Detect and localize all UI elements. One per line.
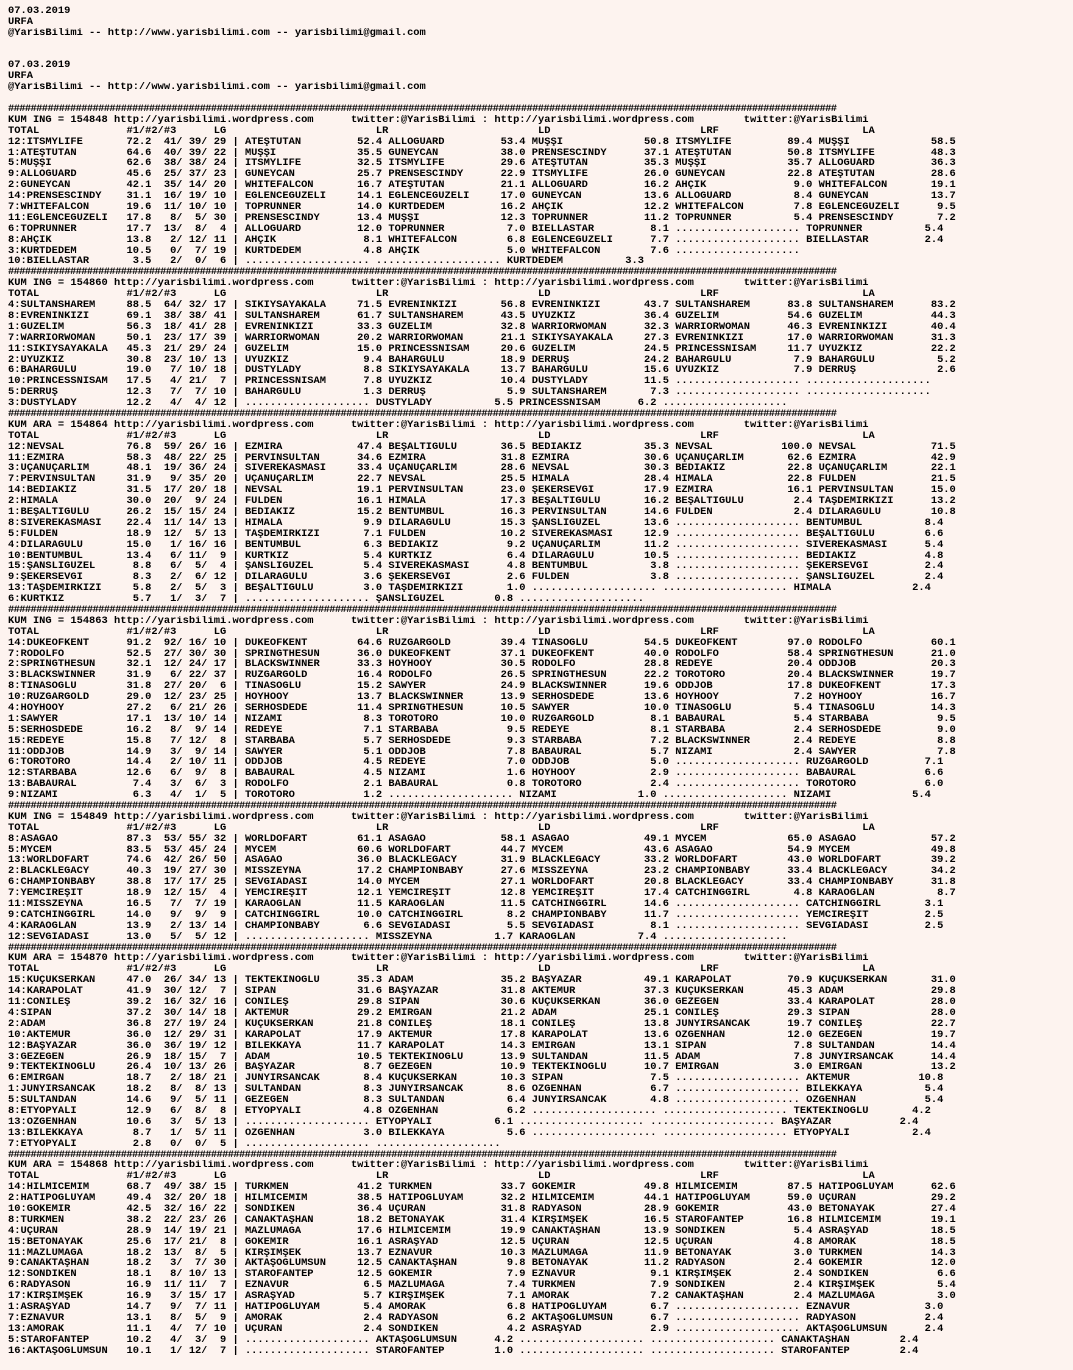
horse-row: 12:SEVGİADASI 13.0 5/ 5/ 12 | .................... MISSZEYNA 1.7 KARAOGLAN 7.4 .................... [8, 931, 788, 943]
horse-row: 7:PERVİNSULTAN 31.9 9/ 35/ 20 | UÇANUÇARLIM 22.7 NEVSAL 25.5 HİMALA 28.4 HİMALA 22.8 FULDEN 21.5 [8, 474, 956, 486]
column-header: TOTAL #1/#2/#3 LG LR LD LRF LA [8, 289, 875, 301]
horse-row: 10:PRINCESSNISAM 17.5 4/ 21/ 7 | PRINCESSNISAM 7.8 UYUZKIZ 10.4 DUSTYLADY 11.5 .................... .................... [8, 376, 931, 388]
blank-line [8, 39, 1073, 50]
horse-row: 6:EMİRGAN 18.7 2/ 18/ 21 | JUNYIRSANCAK 8.4 KUÇUKSERKAN 10.3 SIPAN 7.5 .................... AKTEMUR 10.8 [8, 1073, 944, 1085]
horse-row: 2:HATİPOĞLUYAM 49.4 32/ 20/ 18 | HİLMİCEMİM 38.5 HATİPOĞLUYAM 32.2 HİLMİCEMİM 44.1 HATİPOĞLUYAM 59.0 UÇURAN 29.2 [8, 1193, 956, 1204]
race-header: KUM ING = 154848 http://yarisbilimi.wordpress.com twitter:@YarisBilimi : http://yarisbilimi.wordpress.com twitter:@YarisBilimi [8, 114, 869, 126]
horse-row: 2:UYUZKIZ 30.8 23/ 10/ 13 | UYUZKIZ 9.4 BAHARGULU 18.9 DERRUŞ 24.2 BAHARGULU 7.9 BAHARGULU 5.2 [8, 354, 956, 366]
section-separator: ################################################################################################################################################### [8, 801, 837, 812]
race-header: KUM ARA = 154868 http://yarisbilimi.wordpress.com twitter:@YarisBilimi : http://yarisbilimi.wordpress.com twitter:@YarisBilimi [8, 1160, 869, 1172]
horse-row: 12:SONDİKEN 18.1 8/ 10/ 13 | STAROFANTEP 12.5 GÖKEMİR 7.9 EZNAVUR 9.1 KIRŞIMŞEK 2.4 SONDİKEN 6.6 [8, 1269, 956, 1281]
horse-row: 7:WHITEFALCON 19.6 11/ 10/ 10 | TOPRUNNER 14.0 KURTDEDEM 16.2 AHÇIK 12.2 WHITEFALCON 7.8 EGLENCEGÜZELİ 9.5 [8, 202, 956, 213]
horse-row: 8:ASAGAO 87.3 53/ 55/ 32 | WORLDOFART 61.1 ASAGAO 58.1 ASAGAO 49.1 MYCEM 65.0 ASAGAO 57.2 [8, 833, 956, 845]
horse-row: 7:EZNAVUR 13.1 8/ 5/ 9 | AMORAK 2.4 RADYASON 6.2 AKTAŞOGLUMSUN 6.7 .................... RADYASON 2.4 [8, 1312, 944, 1324]
horse-row: 6:TOPRUNNER 17.7 13/ 8/ 4 | ALLOGUARD 12.0 TOPRUNNER 7.0 BIELLASTAR 8.1 .................... TOPRUNNER 5.4 [8, 223, 944, 235]
horse-row: 9:CANAKTAŞHAN 18.2 3/ 7/ 30 | AKTAŞOGLUMSUN 12.5 CANAKTAŞHAN 9.8 BETONAYAK 11.2 RADYASON 2.4 GÖKEMİR 12.0 [8, 1258, 956, 1270]
header-info-line: URFA [8, 16, 33, 28]
horse-row: 7:WARRIORWOMAN 50.1 23/ 17/ 39 | WARRIORWOMAN 20.2 WARRIORWOMAN 21.1 SIKIYSAYAKALA 27.3 EVRENİNKIZI 17.0 WARRIORWOMAN 31.3 [8, 332, 956, 344]
horse-row: 4:SULTANSHAREM 88.5 64/ 32/ 17 | SIKIYSAYAKALA 71.5 EVRENİNKIZI 56.8 EVRENİNKIZI 43.7 SULTANSHAREM 83.8 SULTANSHAREM 83.2 [8, 300, 956, 311]
blank-line [8, 50, 1073, 61]
horse-row: 15:ŞANSLIGUZEL 8.8 6/ 5/ 4 | ŞANSLIGUZEL 5.4 SİVEREKASMASI 4.8 BENTUMBUL 3.8 .................... ŞEKERSEVGİ 2.4 [8, 561, 944, 573]
column-header: TOTAL #1/#2/#3 LG LR LD LRF LA [8, 964, 875, 976]
horse-row: 12:BAŞYAZAR 36.0 36/ 19/ 12 | BİLEKKAYA 11.7 KARAPOLAT 14.3 EMİRGAN 13.1 SIPAN 7.8 SULTANDAN 14.4 [8, 1040, 956, 1052]
horse-row: 15:REDEYE 15.8 7/ 12/ 8 | STARBABA 5.7 SERHOSDEDE 9.3 STARBABA 7.2 BLACKSWINNER 2.4 REDEYE 8.8 [8, 735, 956, 747]
horse-row: 11:SIKIYSAYAKALA 45.3 21/ 29/ 24 | GUZELİM 15.0 PRINCESSNISAM 20.6 GUZELİM 24.5 PRINCESSNISAM 11.7 UYUZKIZ 22.2 [8, 343, 956, 355]
horse-row: 8:ETYOPYALI 12.9 6/ 8/ 8 | ETYOPYALI 4.8 ÖZGENHAN 6.2 .................... .................... TEKTEKİNOĞLU 4.2 [8, 1105, 931, 1117]
horse-row: 14:HİLMİCEMİM 68.7 49/ 38/ 15 | TÜRKMEN 41.2 TÜRKMEN 33.7 GÖKEMİR 49.8 HİLMİCEMİM 87.5 HATİPOĞLUYAM 62.6 [8, 1182, 956, 1194]
horse-row: 9:TEKTEKİNOĞLU 26.4 10/ 13/ 26 | BAŞYAZAR 8.7 GEZEGEN 10.9 TEKTEKİNOĞLU 10.7 EMİRGAN 3.0 EMİRGAN 13.2 [8, 1062, 956, 1074]
horse-row: 10:AKTEMUR 36.0 12/ 29/ 31 | KARAPOLAT 17.9 AKTEMUR 17.8 KARAPOLAT 13.6 ÖZGENHAN 12.0 GEZEGEN 19.7 [8, 1029, 956, 1041]
header-info-line: @YarisBilimi -- http://www.yarisbilimi.com -- yarisbilimi@gmail.com [8, 82, 426, 94]
horse-row: 12:STARBABA 12.6 6/ 9/ 8 | BABAURAL 4.5 NIZAMI 1.6 HOYHOOY 2.9 .................... BABAURAL 6.6 [8, 768, 944, 780]
header-info-line: @YarisBilimi -- http://www.yarisbilimi.com -- yarisbilimi@gmail.com [8, 27, 426, 39]
horse-row: 4:HOYHOOY 27.2 6/ 21/ 26 | SERHOSDEDE 11.4 SPRINGTHESUN 10.5 SAWYER 10.0 TINASOGLU 5.4 TINASOGLU 14.3 [8, 703, 956, 714]
horse-row: 11:MAZLUMAGA 18.2 13/ 8/ 5 | KIRŞIMŞEK 13.7 EZNAVUR 10.3 MAZLUMAGA 11.9 BETONAYAK 3.0 TÜRKMEN 14.3 [8, 1247, 956, 1259]
horse-row: 9:CATCHINGGIRL 14.0 9/ 9/ 9 | CATCHINGGIRL 10.0 CATCHINGGIRL 8.2 CHAMPIONBABY 11.7 .................... YEMCIREŞIT 2.5 [8, 909, 944, 921]
header-info-line: 07.03.2019 [8, 60, 71, 72]
horse-row: 13:BABAURAL 7.4 3/ 6/ 3 | RODOLFO 2.1 BABAURAL 0.8 TOROTORO 2.4 .................... TOROTORO 6.0 [8, 779, 944, 791]
horse-row: 6:RADYASON 16.9 11/ 11/ 7 | EZNAVUR 6.5 MAZLUMAGA 7.4 TÜRKMEN 7.9 SONDİKEN 2.4 KIRŞIMŞEK 5.4 [8, 1280, 956, 1292]
horse-row: 12:NEVSAL 76.8 59/ 26/ 16 | EZMİRA 47.4 BEŞALTIGÜLÜ 36.5 BEDİAKIZ 35.3 NEVSAL 100.0 NEVSAL 71.5 [8, 441, 956, 453]
horse-row: 1:SAWYER 17.1 13/ 10/ 14 | NIZAMI 8.3 TOROTORO 10.0 RUZGARGOLD 8.1 BABAURAL 5.4 STARBABA 9.5 [8, 713, 956, 725]
horse-row: 10:GÖKEMİR 42.5 32/ 16/ 22 | SONDİKEN 36.4 UÇURAN 31.8 RADYASON 28.9 GÖKEMİR 43.0 BETONAYAK 27.4 [8, 1203, 956, 1215]
horse-row: 6:KURTKIZ 5.7 1/ 3/ 7 | .................... ŞANSLIGUZEL 0.8 .................... [8, 594, 645, 605]
horse-row: 2:SPRINGTHESUN 32.1 12/ 24/ 17 | BLACKSWINNER 33.3 HOYHOOY 30.5 RODOLFO 28.8 REDEYE 20.4 ODDJOB 20.3 [8, 659, 956, 671]
horse-row: 1:ATEŞTUTAN 64.6 40/ 39/ 22 | MUŞŞI 35.5 GUNEYCAN 38.0 PRENSESCINDY 37.1 ATEŞTUTAN 50.8 ITSMYLIFE 48.3 [8, 147, 956, 159]
horse-row: 5:SERHOSDEDE 16.2 8/ 9/ 14 | REDEYE 7.1 STARBABA 9.5 REDEYE 8.1 STARBABA 2.4 SERHOSDEDE 9.0 [8, 724, 956, 736]
horse-row: 13:TAŞDEMİRKIZI 5.8 2/ 5/ 3 | BEŞALTIGÜLÜ 3.0 TAŞDEMİRKIZI 1.0 .................... .................... HİMALA 2.4 [8, 583, 931, 595]
section-separator: ################################################################################################################################################### [8, 104, 837, 115]
horse-row: 11:EGLENCEGÜZELİ 17.8 8/ 5/ 30 | PRENSESCINDY 13.4 MUŞŞI 12.3 TOPRUNNER 11.2 TOPRUNNER 5.4 PRENSESCINDY 7.2 [8, 212, 956, 224]
section-separator: ################################################################################################################################################### [8, 1149, 837, 1161]
horse-row: 13:WORLDOFART 74.6 42/ 26/ 50 | ASAGAO 36.0 BLACKLEGACY 31.9 BLACKLEGACY 33.2 WORLDOFART 43.0 WORLDOFART 39.2 [8, 855, 956, 867]
horse-row: 14:BEDİAKIZ 31.5 17/ 20/ 18 | NEVSAL 19.1 PERVİNSULTAN 23.0 ŞEKERSEVGİ 17.9 EZMİRA 16.1 PERVİNSULTAN 15.0 [8, 485, 956, 497]
horse-row: 5:SULTANDAN 14.6 9/ 5/ 11 | GEZEGEN 8.3 SULTANDAN 6.4 JUNYIRSANCAK 4.8 .................... ÖZGENHAN 5.4 [8, 1095, 944, 1106]
horse-row: 5:MUŞŞI 62.6 38/ 38/ 24 | ITSMYLIFE 32.5 ITSMYLIFE 29.6 ATEŞTUTAN 35.3 MUŞŞI 35.7 ALLOGUARD 36.3 [8, 158, 956, 170]
horse-row: 5:STAROFANTEP 10.2 4/ 3/ 9 | .................... AKTAŞOGLUMSUN 4.2 .................... .................... CANAKTAŞHAN 2.4 [8, 1334, 919, 1346]
horse-row: 9:NIZAMI 6.3 4/ 1/ 5 | TOROTORO 1.2 .................... NIZAMI 1.0 .................... NIZAMI 5.4 [8, 790, 931, 802]
horse-row: 14:KARAPOLAT 41.9 30/ 12/ 7 | SIPAN 31.6 BAŞYAZAR 31.8 AKTEMUR 37.3 KUÇUKSERKAN 45.3 ADAM 29.8 [8, 986, 956, 998]
horse-row: 1:GUZELİM 56.3 18/ 41/ 28 | EVRENİNKIZI 33.3 GUZELİM 32.8 WARRIORWOMAN 32.3 WARRIORWOMAN 46.3 EVRENİNKIZI 40.4 [8, 321, 956, 333]
horse-row: 7:YEMCIREŞIT 18.9 12/ 15/ 4 | YEMCIREŞIT 12.1 YEMCIREŞIT 12.8 YEMCIREŞIT 17.4 CATCHINGGIRL 4.8 KARAOGLAN 8.7 [8, 888, 956, 900]
horse-row: 5:DERRUŞ 12.3 7/ 7/ 10 | BAHARGULU 1.3 DERRUŞ 5.9 SULTANSHAREM 7.3 .................... .................... [8, 387, 931, 399]
section-separator: ################################################################################################################################################### [8, 408, 837, 420]
horse-row: 15:KUÇUKSERKAN 47.0 26/ 34/ 13 | TEKTEKİNOĞLU 35.3 ADAM 35.2 BAŞYAZAR 49.1 KARAPOLAT 70.9 KUÇUKSERKAN 31.0 [8, 975, 956, 987]
header-info-line: 07.03.2019 [8, 6, 71, 17]
horse-row: 9:ŞEKERSEVGİ 8.3 2/ 6/ 12 | DİLARAGÜLÜ 3.6 ŞEKERSEVGİ 2.6 FULDEN 3.8 .................... ŞANSLIGUZEL 2.4 [8, 572, 944, 584]
horse-row: 3:GEZEGEN 26.9 18/ 15/ 7 | ADAM 10.5 TEKTEKİNOĞLU 13.9 SULTANDAN 11.5 ADAM 7.8 JUNYIRSANCAK 14.4 [8, 1051, 956, 1063]
horse-row: 8:TÜRKMEN 38.2 22/ 23/ 26 | CANAKTAŞHAN 18.2 BETONAYAK 31.4 KIRŞIMŞEK 16.5 STAROFANTEP 16.8 HİLMİCEMİM 19.1 [8, 1214, 956, 1226]
horse-row: 7:ETYOPYALI 2.8 0/ 0/ 5 | .................... .................... [8, 1138, 501, 1150]
horse-row: 11:ODDJOB 14.9 3/ 9/ 14 | SAWYER 5.1 ODDJOB 7.8 BABAURAL 5.7 NIZAMI 2.4 SAWYER 7.8 [8, 746, 956, 758]
section-separator: ################################################################################################################################################### [8, 604, 837, 616]
horse-row: 2:HİMALA 30.0 20/ 9/ 24 | FULDEN 16.1 HİMALA 17.3 BEŞALTIGÜLÜ 16.2 BEŞALTIGÜLÜ 2.4 TAŞDEMİRKIZI 13.2 [8, 496, 956, 507]
horse-row: 3:UÇANUÇARLIM 48.1 19/ 36/ 24 | SİVEREKASMASI 33.4 UÇANUÇARLIM 28.6 NEVSAL 30.3 BEDİAKIZ 22.8 UÇANUÇARLIM 22.1 [8, 463, 956, 475]
blank-line [8, 93, 1073, 104]
horse-row: 1:JUNYIRSANCAK 18.2 8/ 8/ 13 | SULTANDAN 8.3 JUNYIRSANCAK 8.6 ÖZGENHAN 6.7 .................... BİLEKKAYA 5.4 [8, 1084, 944, 1096]
horse-row: 8:EVRENİNKIZI 69.1 38/ 38/ 41 | SULTANSHAREM 61.7 SULTANSHAREM 43.5 UYUZKIZ 36.4 GUZELİM 54.6 GUZELİM 44.3 [8, 310, 956, 322]
horse-row: 15:BETONAYAK 25.6 17/ 21/ 8 | GÖKEMİR 16.1 ASRAŞYAD 12.5 UÇURAN 12.5 UÇURAN 4.8 AMORAK 18.5 [8, 1236, 956, 1248]
horse-row: 6:BAHARGULU 19.0 7/ 10/ 18 | DUSTYLADY 8.8 SIKIYSAYAKALA 13.7 BAHARGULU 15.6 UYUZKIZ 7.9 DERRUŞ 2.6 [8, 365, 956, 377]
header-info-line: URFA [8, 71, 33, 83]
horse-row: 2:ADAM 36.8 27/ 19/ 24 | KUÇUKSERKAN 21.8 CONİLEŞ 18.1 CONİLEŞ 13.8 JUNYIRSANCAK 19.7 CONİLEŞ 22.7 [8, 1018, 956, 1030]
horse-row: 11:CONİLEŞ 39.2 16/ 32/ 16 | CONİLEŞ 29.8 SIPAN 30.6 KUÇUKSERKAN 36.0 GEZEGEN 33.4 KARAPOLAT 28.0 [8, 997, 956, 1008]
horse-row: 16:AKTAŞOGLUMSUN 10.1 1/ 12/ 7 | .................... STAROFANTEP 1.0 .................... .................... STAROFANTEP 2.4 [8, 1345, 919, 1357]
column-header: TOTAL #1/#2/#3 LG LR LD LRF LA [8, 822, 875, 834]
horse-row: 9:ALLOGUARD 45.6 25/ 37/ 23 | GUNEYCAN 25.7 PRENSESCINDY 22.9 ITSMYLIFE 26.0 GUNEYCAN 22.8 ATEŞTUTAN 28.6 [8, 169, 956, 181]
horse-row: 13:AMORAK 11.1 4/ 7/ 10 | UÇURAN 2.4 SONDİKEN 4.2 ASRAŞYAD 2.9 .................... AKTAŞOGLUMSUN 2.4 [8, 1323, 944, 1335]
horse-row: 3:KURTDEDEM 10.5 0/ 7/ 19 | KURTDEDEM 4.8 AHÇIK 5.0 WHITEFALCON 7.6 .................... [8, 245, 800, 257]
race-header: KUM ING = 154863 http://yarisbilimi.wordpress.com twitter:@YarisBilimi : http://yarisbilimi.wordpress.com twitter:@YarisBilimi [8, 615, 869, 627]
section-separator: ################################################################################################################################################### [8, 267, 837, 279]
horse-row: 5:FULDEN 18.9 12/ 5/ 13 | TAŞDEMİRKIZI 7.1 FULDEN 10.2 SİVEREKASMASI 12.9 .................... BEŞALTIGÜLÜ 6.6 [8, 528, 944, 540]
horse-row: 1:BEŞALTIGÜLÜ 26.2 15/ 15/ 24 | BEDİAKIZ 15.2 BENTUMBUL 16.3 PERVİNSULTAN 14.6 FULDEN 2.4 DİLARAGÜLÜ 10.8 [8, 506, 956, 518]
race-header: KUM ARA = 154870 http://yarisbilimi.wordpress.com twitter:@YarisBilimi : http://yarisbilimi.wordpress.com twitter:@YarisBilimi [8, 953, 869, 965]
horse-row: 3:BLACKSWINNER 31.9 6/ 22/ 37 | RUZGARGOLD 16.4 RODOLFO 26.5 SPRINGTHESUN 22.2 TOROTORO 20.4 BLACKSWINNER 19.7 [8, 670, 956, 682]
horse-row: 17:KIRŞIMŞEK 16.9 3/ 15/ 17 | ASRAŞYAD 5.7 KIRŞIMŞEK 7.1 AMORAK 7.2 CANAKTAŞHAN 2.4 MAZLUMAGA 3.0 [8, 1291, 956, 1302]
horse-row: 10:BIELLASTAR 3.5 2/ 0/ 6 | .................... .................... KURTDEDEM 3.3 [8, 256, 645, 268]
column-header: TOTAL #1/#2/#3 LG LR LD LRF LA [8, 1171, 875, 1183]
race-header: KUM ING = 154849 http://yarisbilimi.wordpress.com twitter:@YarisBilimi : http://yarisbilimi.wordpress.com twitter:@YarisBilimi [8, 811, 869, 823]
column-header: TOTAL #1/#2/#3 LG LR LD LRF LA [8, 626, 875, 638]
horse-row: 10:BENTUMBUL 13.4 6/ 11/ 9 | KURTKIZ 5.4 KURTKIZ 6.4 DİLARAGÜLÜ 10.5 .................... BEDİAKIZ 4.8 [8, 550, 944, 562]
horse-row: 4:DİLARAGÜLÜ 15.0 1/ 16/ 16 | BENTUMBUL 6.3 BEDİAKIZ 9.2 UÇANUÇARLIM 11.2 .................... SİVEREKASMASI 5.4 [8, 539, 944, 551]
horse-row: 13:ÖZGENHAN 10.6 3/ 5/ 13 | .................... ETYOPYALI 6.1 .................... .................... BAŞYAZAR 2.4 [8, 1116, 919, 1128]
horse-row: 4:KARAOGLAN 13.9 2/ 13/ 14 | CHAMPIONBABY 6.6 SEVGİADASI 5.5 SEVGİADASI 8.1 .................... SEVGİADASI 2.5 [8, 920, 944, 932]
horse-row: 11:EZMİRA 58.3 48/ 22/ 25 | PERVİNSULTAN 34.6 EZMİRA 31.8 EZMİRA 30.6 UÇANUÇARLIM 62.6 EZMİRA 42.9 [8, 452, 956, 464]
horse-row: 14:DUKEOFKENT 91.2 92/ 16/ 10 | DUKEOFKENT 64.6 RUZGARGOLD 39.4 TINASOĞLU 54.5 DUKEOFKENT 97.0 RODOLFO 60.1 [8, 637, 956, 649]
horse-row: 1:ASRAŞYAD 14.7 9/ 7/ 11 | HATİPOĞLUYAM 5.4 AMORAK 6.8 HATİPOĞLUYAM 6.7 .................... EZNAVUR 3.0 [8, 1301, 944, 1313]
section-separator: ################################################################################################################################################### [8, 942, 837, 954]
horse-row: 6:TOROTORO 14.4 2/ 10/ 11 | ODDJOB 4.5 REDEYE 7.0 ODDJOB 5.0 .................... RUZGARGOLD 7.1 [8, 757, 944, 769]
horse-row: 12:ITSMYLIFE 72.2 41/ 39/ 29 | ATEŞTUTAN 52.4 ALLOGUARD 53.4 MUŞŞI 50.8 ITSMYLIFE 89.4 MUŞŞI 58.5 [8, 136, 956, 148]
horse-row: 6:CHAMPIONBABY 38.8 17/ 17/ 25 | SEVGİADASI 14.0 MYCEM 27.1 WORLDOFART 20.8 BLACKLEGACY 33.4 CHAMPIONBABY 31.8 [8, 877, 956, 889]
column-header: TOTAL #1/#2/#3 LG LR LD LRF LA [8, 125, 875, 137]
horse-row: 4:UÇURAN 28.9 14/ 19/ 21 | MAZLUMAGA 17.6 HİLMİCEMİM 19.9 CANAKTAŞHAN 13.9 SONDİKEN 5.4 ASRAŞYAD 18.5 [8, 1225, 956, 1237]
horse-row: 8:AHÇIK 13.8 2/ 12/ 11 | AHÇIK 8.1 WHITEFALCON 6.8 EGLENCEGÜZELİ 7.7 .................... BIELLASTAR 2.4 [8, 234, 944, 246]
horse-row: 10:RUZGARGOLD 29.0 12/ 23/ 25 | HOYHOOY 13.7 BLACKSWINNER 13.9 SERHOSDEDE 13.6 HOYHOOY 7.2 HOYHOOY 16.7 [8, 692, 956, 703]
race-header: KUM ARA = 154864 http://yarisbilimi.wordpress.com twitter:@YarisBilimi : http://yarisbilimi.wordpress.com twitter:@YarisBilimi [8, 419, 869, 431]
horse-row: 3:DUSTYLADY 12.2 4/ 4/ 12 | .................... DUSTYLADY 5.5 PRINCESSNISAM 6.2 .................... [8, 398, 788, 409]
horse-row: 2:BLACKLEGACY 40.3 19/ 27/ 30 | MISSZEYNA 17.2 CHAMPIONBABY 27.6 MISSZEYNA 23.2 CHAMPIONBABY 33.4 BLACKLEGACY 34.2 [8, 866, 956, 878]
horse-row: 11:MISSZEYNA 16.5 7/ 7/ 19 | KARAOGLAN 11.5 KARAOGLAN 11.5 CATCHINGGIRL 14.6 .................... CATCHINGGIRL 3.1 [8, 899, 944, 910]
horse-row: 7:RODOLFO 52.5 27/ 30/ 30 | SPRINGTHESUN 36.0 DUKEOFKENT 37.1 DUKEOFKENT 40.0 RODOLFO 58.4 SPRINGTHESUN 21.0 [8, 648, 956, 660]
horse-row: 14:PRENSESCINDY 31.1 16/ 19/ 10 | EGLENCEGÜZELİ 14.1 EGLENCEGÜZELİ 17.0 GUNEYCAN 13.6 ALLOGUARD 8.4 GUNEYCAN 13.7 [8, 191, 956, 203]
race-header: KUM ING = 154860 http://yarisbilimi.wordpress.com twitter:@YarisBilimi : http://yarisbilimi.wordpress.com twitter:@YarisBilimi [8, 278, 869, 290]
horse-row: 8:SİVEREKASMASI 22.4 11/ 14/ 13 | HİMALA 9.9 DİLARAGÜLÜ 15.3 ŞANSLIGUZEL 13.6 .................... BENTUMBUL 8.4 [8, 517, 944, 529]
horse-row: 8:TINASOGLU 31.8 27/ 20/ 6 | TINASOGLU 15.2 SAWYER 24.9 BLACKSWINNER 19.6 ODDJOB 17.8 DUKEOFKENT 17.3 [8, 681, 956, 693]
horse-row: 5:MYCEM 83.5 53/ 45/ 24 | MYCEM 60.6 WORLDOFART 44.7 MYCEM 43.6 ASAGAO 54.9 MYCEM 49.8 [8, 844, 956, 856]
horse-row: 13:BİLEKKAYA 8.7 1/ 5/ 11 | ÖZGENHAN 3.0 BİLEKKAYA 5.6 .................... .................... ETYOPYALI 2.4 [8, 1127, 931, 1139]
column-header: TOTAL #1/#2/#3 LG LR LD LRF LA [8, 430, 875, 442]
horse-row: 4:SIPAN 37.2 30/ 14/ 18 | AKTEMUR 29.2 EMİRGAN 21.2 ADAM 25.1 CONİLEŞ 29.3 SIPAN 28.0 [8, 1007, 956, 1019]
horse-row: 2:GUNEYCAN 42.1 35/ 14/ 20 | WHITEFALCON 16.7 ATEŞTUTAN 21.1 ALLOGUARD 16.2 AHÇIK 9.0 WHITEFALCON 19.1 [8, 180, 956, 192]
